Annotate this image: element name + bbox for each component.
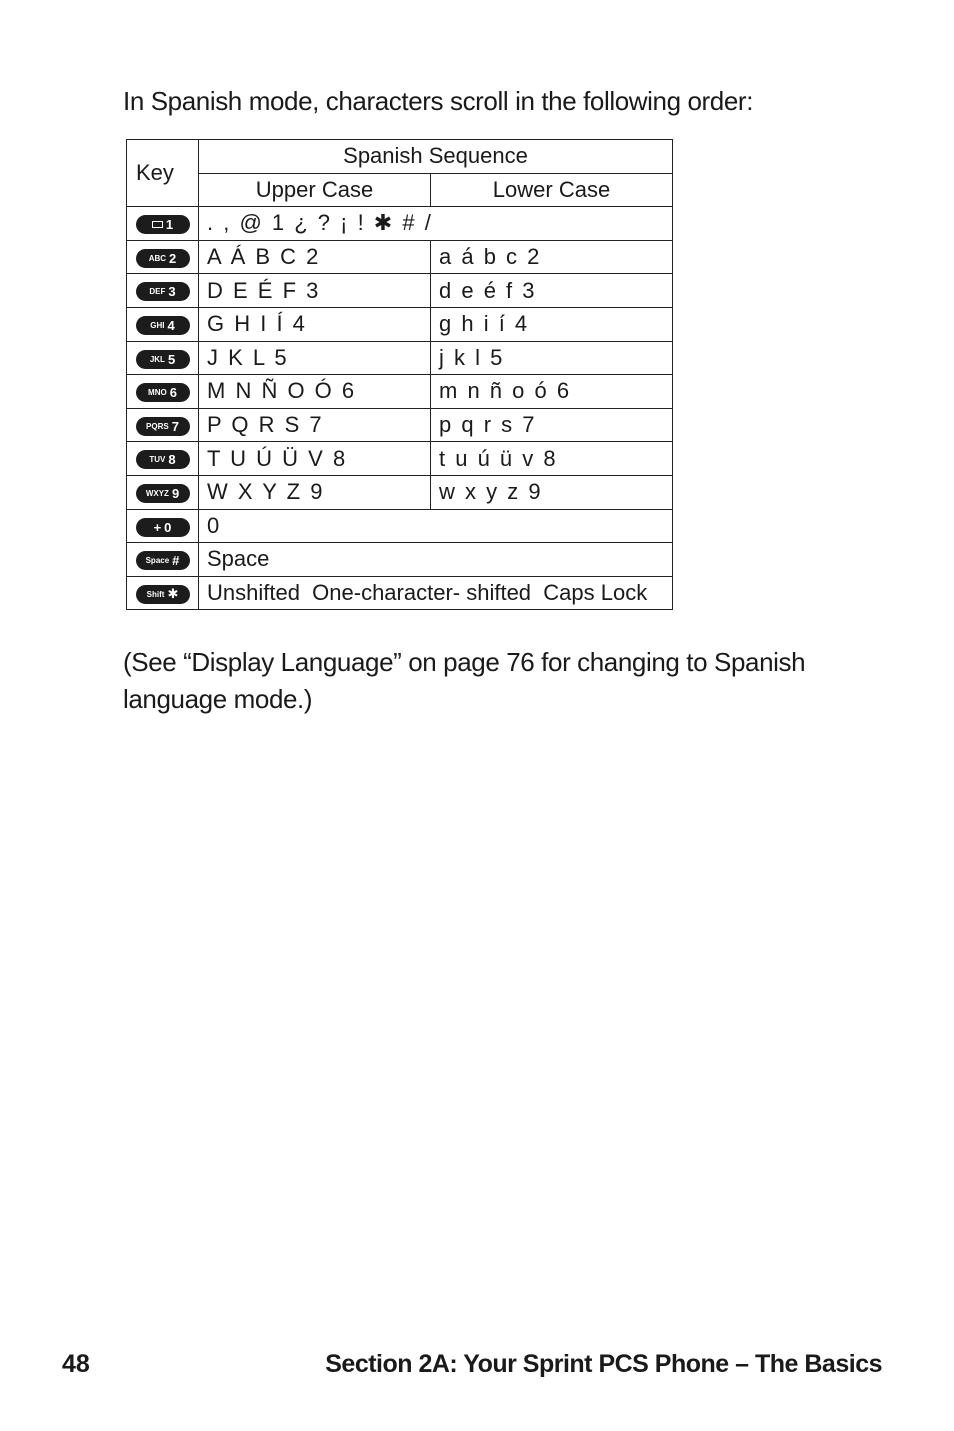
key-digit: 6 xyxy=(169,385,177,401)
lower-case-cell: g h i í 4 xyxy=(431,307,673,341)
key-digit: 7 xyxy=(171,418,179,434)
key-4-icon xyxy=(136,316,190,335)
table-row xyxy=(127,442,673,476)
upper-case-cell: T U Ú Ü V 8 xyxy=(199,442,431,476)
key-cell xyxy=(127,240,199,274)
table-row xyxy=(127,509,673,543)
key-cell xyxy=(127,408,199,442)
table-row xyxy=(127,576,673,610)
key-letters: Space xyxy=(145,556,170,566)
lower-case-cell: m n ñ o ó 6 xyxy=(431,375,673,409)
lower-case-cell: j k l 5 xyxy=(431,341,673,375)
key-cell xyxy=(127,375,199,409)
lower-case-header: Lower Case xyxy=(431,173,673,207)
key-digit: 4 xyxy=(167,317,175,333)
key-letters: TUV xyxy=(149,455,166,465)
envelope-icon xyxy=(152,221,163,228)
key-letters: ABC xyxy=(148,253,167,263)
table-row xyxy=(127,543,673,577)
key-letters: DEF xyxy=(149,287,166,297)
key-digit: 8 xyxy=(168,452,176,468)
key-digit: # xyxy=(172,553,180,569)
key-letters: + xyxy=(153,519,162,535)
key-digit: 3 xyxy=(168,284,176,300)
upper-case-cell: W X Y Z 9 xyxy=(199,475,431,509)
lower-case-cell: t u ú ü v 8 xyxy=(431,442,673,476)
intro-text: In Spanish mode, characters scroll in the following order: xyxy=(123,86,754,116)
key-9-icon xyxy=(136,484,190,503)
key-digit: 5 xyxy=(167,351,176,367)
key-cell xyxy=(127,341,199,375)
key-letters: GHI xyxy=(150,320,165,330)
key-cell xyxy=(127,576,199,610)
key-5-icon xyxy=(136,350,190,369)
key-digit: 1 xyxy=(165,217,174,233)
key-digit: 0 xyxy=(164,519,172,535)
sequence-cell: . , @ 1 ¿ ? ¡ ! ✱ # / xyxy=(199,207,673,241)
spanish-sequence-header: Spanish Sequence xyxy=(199,140,673,174)
key-cell xyxy=(127,274,199,308)
table-row xyxy=(127,240,673,274)
key-letters: JKL xyxy=(149,354,165,364)
key-letters: PQRS xyxy=(146,421,169,431)
table-row xyxy=(127,341,673,375)
key-letters: Shift xyxy=(146,589,165,599)
sequence-cell: 0 xyxy=(199,509,673,543)
sequence-cell: Space xyxy=(199,543,673,577)
page-number: 48 xyxy=(62,1350,90,1378)
table-row xyxy=(127,207,673,241)
note-text: (See “Display Language” on page 76 for changing to Spanish language mode.) xyxy=(123,647,806,714)
key-pound-icon xyxy=(136,551,190,570)
table-row xyxy=(127,475,673,509)
key-cell xyxy=(127,307,199,341)
key-6-icon xyxy=(136,383,190,402)
key-letters: MNO xyxy=(148,388,167,398)
key-digit: ✱ xyxy=(167,586,179,602)
key-digit: 2 xyxy=(169,250,177,266)
section-title: Section 2A: Your Sprint PCS Phone – The Basics xyxy=(325,1350,882,1378)
upper-case-cell: G H I Í 4 xyxy=(199,307,431,341)
spanish-sequence-table xyxy=(126,139,673,610)
key-cell xyxy=(127,207,199,241)
upper-case-header: Upper Case xyxy=(199,173,431,207)
table-header-row xyxy=(127,140,673,174)
table-subheader-row xyxy=(127,173,673,207)
key-2-icon xyxy=(136,249,190,268)
key-3-icon xyxy=(136,282,190,301)
upper-case-cell: M N Ñ O Ó 6 xyxy=(199,375,431,409)
table-row xyxy=(127,307,673,341)
key-digit: 9 xyxy=(171,485,180,501)
lower-case-cell: d e é f 3 xyxy=(431,274,673,308)
key-cell xyxy=(127,475,199,509)
key-7-icon xyxy=(136,417,190,436)
sequence-cell: Unshifted One-character- shifted Caps Lock xyxy=(199,576,673,610)
lower-case-cell: p q r s 7 xyxy=(431,408,673,442)
key-8-icon xyxy=(136,450,190,469)
upper-case-cell: P Q R S 7 xyxy=(199,408,431,442)
upper-case-cell: A Á B C 2 xyxy=(199,240,431,274)
key-letters: WXYZ xyxy=(145,488,169,498)
lower-case-cell: a á b c 2 xyxy=(431,240,673,274)
key-cell xyxy=(127,442,199,476)
key-cell xyxy=(127,543,199,577)
key-cell xyxy=(127,509,199,543)
lower-case-cell: w x y z 9 xyxy=(431,475,673,509)
key-star-icon xyxy=(136,585,190,604)
table-row xyxy=(127,274,673,308)
table-row xyxy=(127,375,673,409)
upper-case-cell: J K L 5 xyxy=(199,341,431,375)
key-column-header: Key xyxy=(127,140,199,207)
table-row xyxy=(127,408,673,442)
upper-case-cell: D E É F 3 xyxy=(199,274,431,308)
key-1-icon xyxy=(136,215,190,234)
key-0-icon xyxy=(136,518,190,537)
